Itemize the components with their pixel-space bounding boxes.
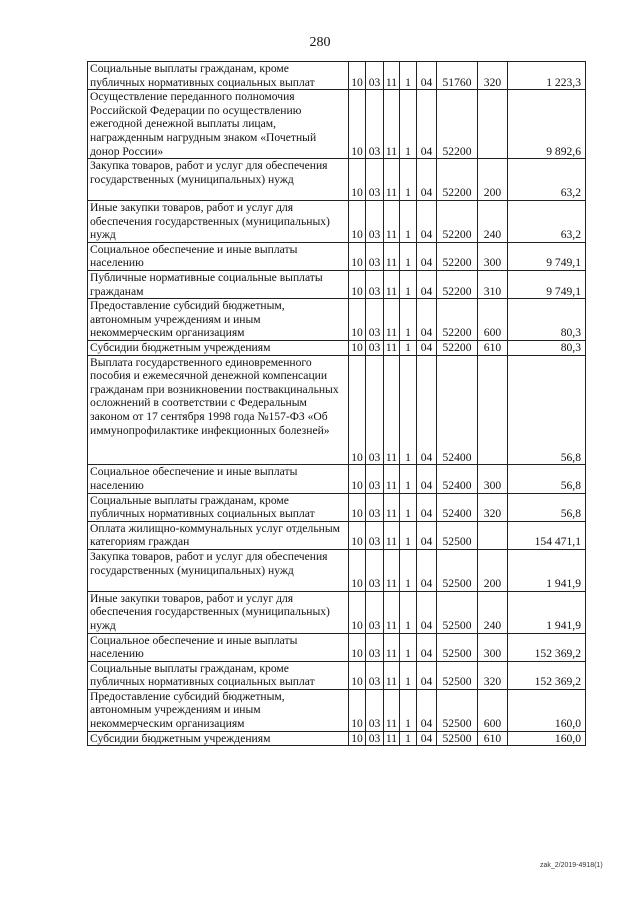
target-code-1: 11 <box>384 549 400 591</box>
table-row <box>88 299 586 341</box>
budget-table <box>87 61 586 746</box>
target-code-3: 04 <box>417 465 437 493</box>
target-code-4: 52500 <box>437 661 478 689</box>
target-code-2: 1 <box>400 661 417 689</box>
amount: 1 223,3 <box>508 62 586 90</box>
amount: 63,2 <box>508 200 586 242</box>
section-code: 10 <box>349 62 366 90</box>
section-code: 10 <box>349 465 366 493</box>
table-row <box>88 689 586 731</box>
amount: 1 941,9 <box>508 549 586 591</box>
table-row <box>88 242 586 270</box>
subsection-code: 03 <box>366 242 384 270</box>
target-code-4: 52500 <box>437 591 478 633</box>
target-code-2: 1 <box>400 242 417 270</box>
subsection-code: 03 <box>366 299 384 341</box>
row-name: Субсидии бюджетным учреждениям <box>88 340 349 355</box>
target-code-1: 11 <box>384 689 400 731</box>
subsection-code: 03 <box>366 159 384 201</box>
subsection-code: 03 <box>366 493 384 521</box>
row-name: Осуществление переданного полномочия Российской Федерации по осуществлению ежегодной денежной выплаты лицам, награжденным нагрудным знаком «Почетный донор России» <box>88 90 349 159</box>
section-code: 10 <box>349 340 366 355</box>
target-code-3: 04 <box>417 521 437 549</box>
section-code: 10 <box>349 661 366 689</box>
expense-type-code: 320 <box>478 661 508 689</box>
target-code-1: 11 <box>384 731 400 746</box>
section-code: 10 <box>349 521 366 549</box>
amount: 56,8 <box>508 493 586 521</box>
target-code-3: 04 <box>417 689 437 731</box>
target-code-1: 11 <box>384 62 400 90</box>
target-code-4: 52200 <box>437 270 478 298</box>
target-code-4: 52200 <box>437 200 478 242</box>
target-code-4: 51760 <box>437 62 478 90</box>
target-code-2: 1 <box>400 159 417 201</box>
table-row <box>88 270 586 298</box>
table-row <box>88 493 586 521</box>
section-code: 10 <box>349 731 366 746</box>
row-name: Субсидии бюджетным учреждениям <box>88 731 349 746</box>
row-name: Социальное обеспечение и иные выплаты населению <box>88 465 349 493</box>
target-code-4: 52500 <box>437 731 478 746</box>
table-row <box>88 731 586 746</box>
target-code-4: 52200 <box>437 299 478 341</box>
section-code: 10 <box>349 270 366 298</box>
target-code-1: 11 <box>384 521 400 549</box>
target-code-1: 11 <box>384 493 400 521</box>
expense-type-code: 320 <box>478 62 508 90</box>
subsection-code: 03 <box>366 200 384 242</box>
amount: 152 369,2 <box>508 633 586 661</box>
amount: 9 749,1 <box>508 242 586 270</box>
target-code-2: 1 <box>400 633 417 661</box>
target-code-1: 11 <box>384 340 400 355</box>
expense-type-code: 300 <box>478 633 508 661</box>
subsection-code: 03 <box>366 521 384 549</box>
section-code: 10 <box>349 689 366 731</box>
expense-type-code: 610 <box>478 340 508 355</box>
target-code-3: 04 <box>417 299 437 341</box>
amount: 1 941,9 <box>508 591 586 633</box>
target-code-2: 1 <box>400 465 417 493</box>
target-code-3: 04 <box>417 633 437 661</box>
target-code-4: 52500 <box>437 633 478 661</box>
target-code-3: 04 <box>417 731 437 746</box>
row-name: Социальные выплаты гражданам, кроме публичных нормативных социальных выплат <box>88 62 349 90</box>
expense-type-code: 200 <box>478 549 508 591</box>
amount: 56,8 <box>508 355 586 465</box>
target-code-4: 52200 <box>437 340 478 355</box>
table-row <box>88 591 586 633</box>
table-row <box>88 90 586 159</box>
row-name: Иные закупки товаров, работ и услуг для обеспечения государственных (муниципальных) нужд <box>88 200 349 242</box>
document-code: zak_2/2019-4918(1) <box>540 862 603 869</box>
table-row <box>88 661 586 689</box>
section-code: 10 <box>349 299 366 341</box>
target-code-3: 04 <box>417 159 437 201</box>
target-code-1: 11 <box>384 270 400 298</box>
target-code-2: 1 <box>400 521 417 549</box>
row-name: Иные закупки товаров, работ и услуг для обеспечения государственных (муниципальных) нужд <box>88 591 349 633</box>
table-row <box>88 62 586 90</box>
row-name: Социальные выплаты гражданам, кроме публичных нормативных социальных выплат <box>88 661 349 689</box>
expense-type-code: 300 <box>478 242 508 270</box>
row-name: Выплата государственного единовременного пособия и ежемесячной денежной компенсации гражданам при возникновении поствакцинальных осложнений в соответствии с Федеральным законом от 17 сентября 1998 года №157-ФЗ «Об иммунопрофилактике инфекционных болезней» <box>88 355 349 465</box>
target-code-3: 04 <box>417 62 437 90</box>
expense-type-code: 240 <box>478 200 508 242</box>
target-code-4: 52200 <box>437 159 478 201</box>
target-code-3: 04 <box>417 340 437 355</box>
table-row <box>88 340 586 355</box>
subsection-code: 03 <box>366 689 384 731</box>
target-code-2: 1 <box>400 299 417 341</box>
target-code-2: 1 <box>400 689 417 731</box>
target-code-2: 1 <box>400 549 417 591</box>
target-code-2: 1 <box>400 62 417 90</box>
row-name: Предоставление субсидий бюджетным, автономным учреждениям и иным некоммерческим организациям <box>88 689 349 731</box>
amount: 80,3 <box>508 299 586 341</box>
section-code: 10 <box>349 633 366 661</box>
target-code-2: 1 <box>400 200 417 242</box>
expense-type-code: 600 <box>478 689 508 731</box>
target-code-1: 11 <box>384 159 400 201</box>
target-code-4: 52400 <box>437 355 478 465</box>
table-row <box>88 465 586 493</box>
expense-type-code: 600 <box>478 299 508 341</box>
row-name: Социальные выплаты гражданам, кроме публичных нормативных социальных выплат <box>88 493 349 521</box>
target-code-3: 04 <box>417 661 437 689</box>
amount: 160,0 <box>508 689 586 731</box>
expense-type-code <box>478 521 508 549</box>
table-row <box>88 521 586 549</box>
target-code-1: 11 <box>384 90 400 159</box>
target-code-1: 11 <box>384 200 400 242</box>
subsection-code: 03 <box>366 340 384 355</box>
section-code: 10 <box>349 591 366 633</box>
table-row <box>88 159 586 201</box>
row-name: Предоставление субсидий бюджетным, автономным учреждениям и иным некоммерческим организациям <box>88 299 349 341</box>
row-name: Оплата жилищно-коммунальных услуг отдельным категориям граждан <box>88 521 349 549</box>
target-code-2: 1 <box>400 591 417 633</box>
subsection-code: 03 <box>366 661 384 689</box>
row-name: Публичные нормативные социальные выплаты гражданам <box>88 270 349 298</box>
section-code: 10 <box>349 549 366 591</box>
table-row <box>88 633 586 661</box>
table-row <box>88 549 586 591</box>
expense-type-code: 200 <box>478 159 508 201</box>
expense-type-code: 240 <box>478 591 508 633</box>
row-name: Социальное обеспечение и иные выплаты населению <box>88 242 349 270</box>
target-code-3: 04 <box>417 549 437 591</box>
section-code: 10 <box>349 90 366 159</box>
section-code: 10 <box>349 200 366 242</box>
target-code-4: 52200 <box>437 242 478 270</box>
subsection-code: 03 <box>366 465 384 493</box>
target-code-4: 52400 <box>437 465 478 493</box>
section-code: 10 <box>349 242 366 270</box>
target-code-3: 04 <box>417 90 437 159</box>
expense-type-code: 310 <box>478 270 508 298</box>
target-code-2: 1 <box>400 493 417 521</box>
row-name: Социальное обеспечение и иные выплаты населению <box>88 633 349 661</box>
target-code-1: 11 <box>384 591 400 633</box>
target-code-2: 1 <box>400 270 417 298</box>
target-code-1: 11 <box>384 299 400 341</box>
target-code-1: 11 <box>384 355 400 465</box>
subsection-code: 03 <box>366 90 384 159</box>
expense-type-code: 610 <box>478 731 508 746</box>
target-code-1: 11 <box>384 633 400 661</box>
expense-type-code: 320 <box>478 493 508 521</box>
target-code-4: 52500 <box>437 689 478 731</box>
expense-type-code <box>478 90 508 159</box>
section-code: 10 <box>349 159 366 201</box>
target-code-2: 1 <box>400 731 417 746</box>
target-code-1: 11 <box>384 465 400 493</box>
subsection-code: 03 <box>366 549 384 591</box>
section-code: 10 <box>349 355 366 465</box>
target-code-1: 11 <box>384 661 400 689</box>
target-code-2: 1 <box>400 355 417 465</box>
row-name: Закупка товаров, работ и услуг для обеспечения государственных (муниципальных) нужд <box>88 159 349 201</box>
subsection-code: 03 <box>366 633 384 661</box>
subsection-code: 03 <box>366 731 384 746</box>
amount: 160,0 <box>508 731 586 746</box>
target-code-4: 52400 <box>437 493 478 521</box>
amount: 9 892,6 <box>508 90 586 159</box>
section-code: 10 <box>349 493 366 521</box>
target-code-4: 52500 <box>437 521 478 549</box>
subsection-code: 03 <box>366 62 384 90</box>
expense-type-code: 300 <box>478 465 508 493</box>
target-code-3: 04 <box>417 355 437 465</box>
amount: 80,3 <box>508 340 586 355</box>
subsection-code: 03 <box>366 270 384 298</box>
amount: 152 369,2 <box>508 661 586 689</box>
target-code-3: 04 <box>417 270 437 298</box>
expense-type-code <box>478 355 508 465</box>
target-code-4: 52200 <box>437 90 478 159</box>
subsection-code: 03 <box>366 591 384 633</box>
target-code-3: 04 <box>417 591 437 633</box>
target-code-2: 1 <box>400 340 417 355</box>
target-code-2: 1 <box>400 90 417 159</box>
table-row <box>88 200 586 242</box>
amount: 154 471,1 <box>508 521 586 549</box>
amount: 63,2 <box>508 159 586 201</box>
target-code-3: 04 <box>417 200 437 242</box>
target-code-4: 52500 <box>437 549 478 591</box>
table-row <box>88 355 586 465</box>
subsection-code: 03 <box>366 355 384 465</box>
amount: 9 749,1 <box>508 270 586 298</box>
target-code-1: 11 <box>384 242 400 270</box>
page-number: 280 <box>309 35 331 50</box>
target-code-3: 04 <box>417 493 437 521</box>
row-name: Закупка товаров, работ и услуг для обеспечения государственных (муниципальных) нужд <box>88 549 349 591</box>
target-code-3: 04 <box>417 242 437 270</box>
amount: 56,8 <box>508 465 586 493</box>
